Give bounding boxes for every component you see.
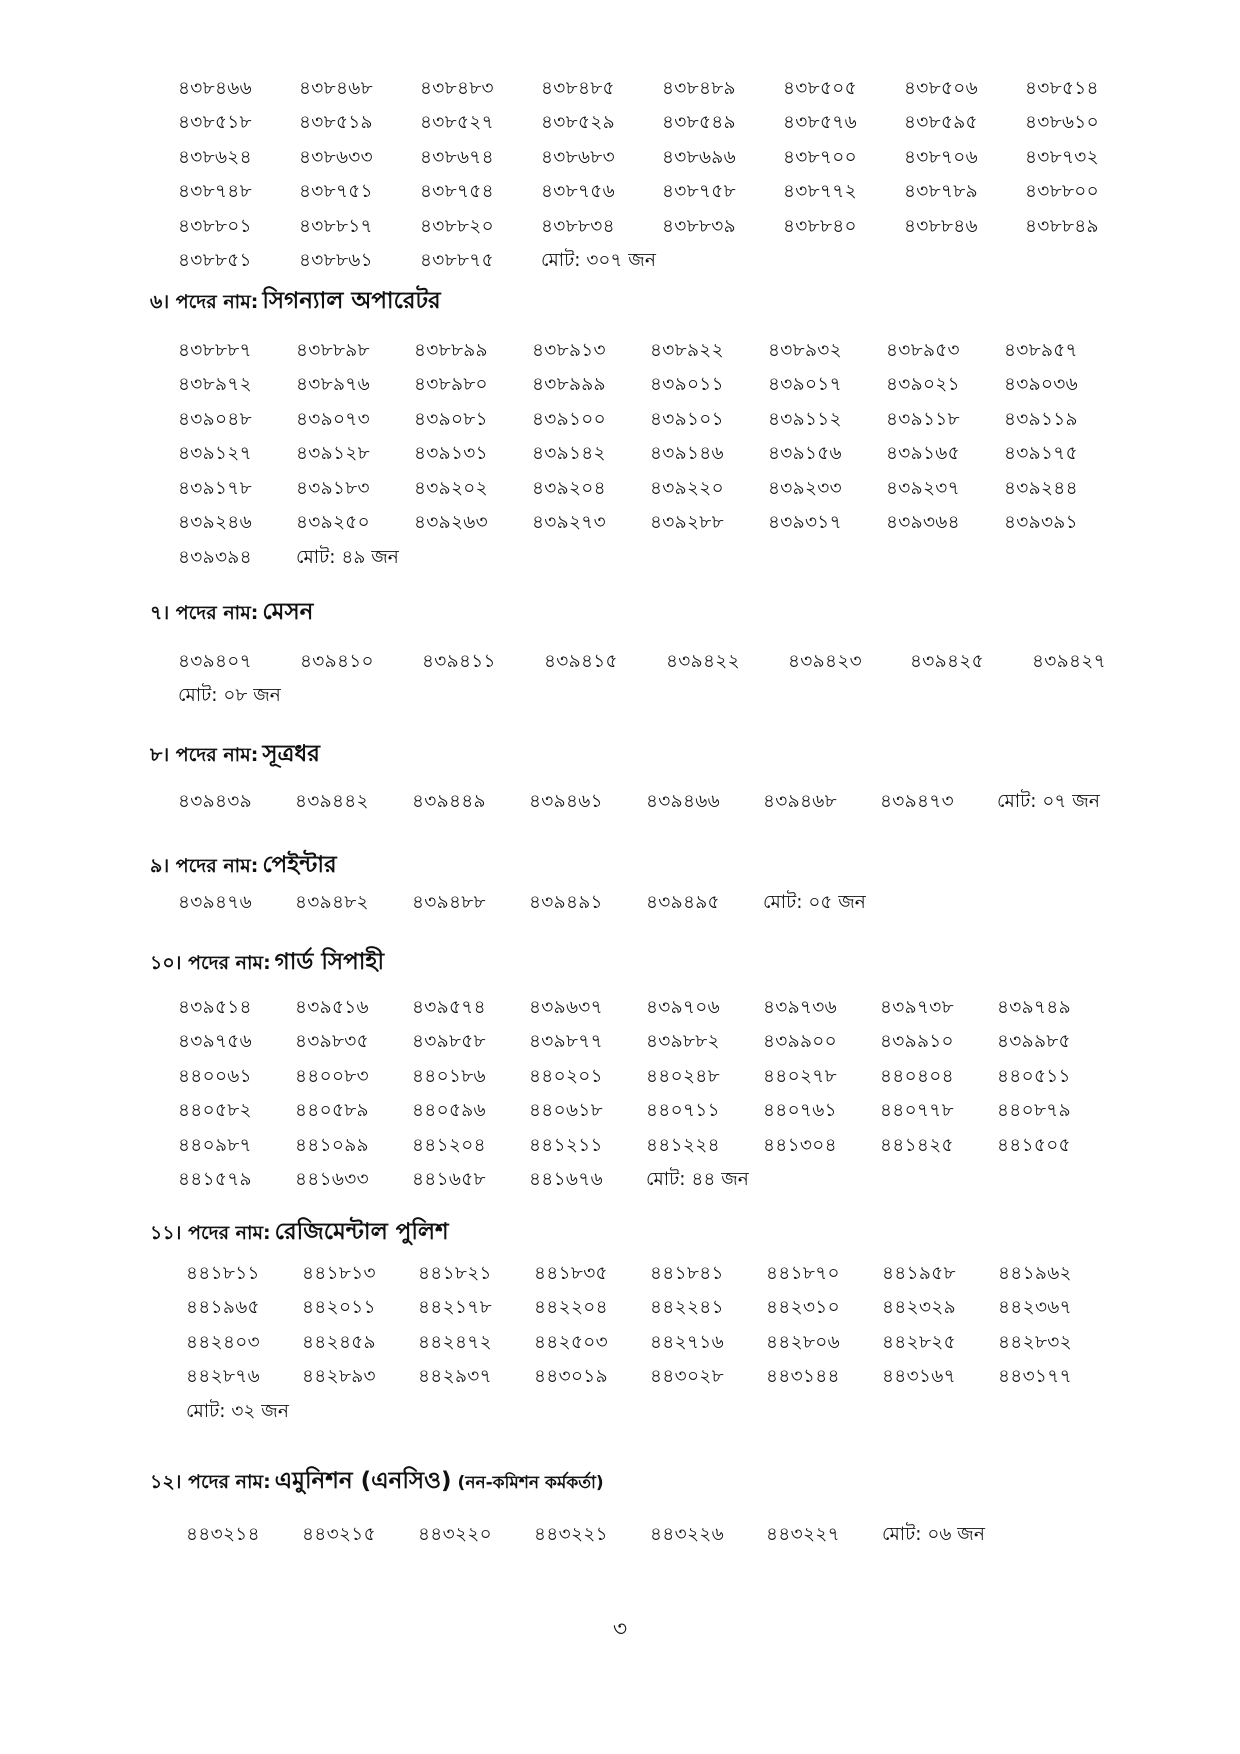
roll-number: ৪৩৯১১২: [768, 408, 842, 430]
roll-number: ৪৩৮৮১৭: [299, 215, 373, 237]
roll-row: [178, 176, 1146, 211]
roll-number: ৪৩৮৭৪৮: [178, 181, 252, 203]
roll-number: ৪৪২৮২৫: [882, 1331, 956, 1353]
roll-number: ৪৩৮৫১৪: [1025, 77, 1099, 99]
roll-number: ৪৩৮৮৭৫: [420, 250, 494, 272]
roll-number: ৪৩৯৪৬৬: [646, 790, 720, 812]
roll-row: [178, 472, 1122, 507]
roll-number: ৪৩৯৪৬৮: [763, 790, 837, 812]
roll-row: [178, 369, 1122, 404]
roll-number: ৪৩৯৮৩৫: [295, 1031, 369, 1053]
section-heading: [150, 735, 320, 775]
roll-number: ৪৪২৩৬৭: [998, 1297, 1072, 1319]
roll-number: ৪৩৯১৭৮: [178, 477, 252, 499]
roll-row: [178, 1095, 1114, 1130]
roll-number: ৪৩৯১৭৫: [1004, 443, 1078, 465]
roll-number: ৪৩৮৮৪৯: [1025, 215, 1099, 237]
roll-number: ৪৪০১৮৬: [412, 1065, 486, 1087]
roll-number: ৪৪০০৮৩: [295, 1065, 369, 1087]
roll-number: ৪৩৯৪৮৮: [412, 891, 486, 913]
roll-number: ৪৪৩২১৪: [186, 1523, 260, 1545]
roll-row: [186, 1518, 998, 1553]
roll-number: ৪৪২৭১৬: [650, 1331, 724, 1353]
roll-number: ৪৩৮৯৫৩: [886, 339, 960, 361]
roll-number: ৪৪২৮৩২: [998, 1331, 1072, 1353]
roll-number: ৪৩৮৬১০: [1025, 112, 1099, 134]
roll-number: ৪৪০২৪৮: [646, 1065, 720, 1087]
roll-number: ৪৪১৮৪১: [650, 1262, 724, 1284]
roll-row: [178, 245, 1146, 280]
section-title: সূত্রধর: [262, 741, 320, 767]
roll-number: ৪৩৮৪৬৬: [178, 77, 252, 99]
roll-number: ৪৪১২১১: [529, 1134, 603, 1156]
roll-number: ৪৩৯১৬৫: [886, 443, 960, 465]
roll-number: ৪৩৮৮৩৪: [541, 215, 615, 237]
section-title: এমুনিশন (এনসিও): [274, 1468, 452, 1494]
roll-number: ৪৩৯৩৯৪: [178, 546, 252, 568]
roll-number: ৪৪২৮৯৩: [302, 1366, 376, 1388]
section-heading: [150, 282, 441, 322]
roll-number: ৪৩৯৪৪২: [295, 790, 369, 812]
roll-number: ৪৪১৩০৪: [763, 1134, 837, 1156]
roll-number: ৪৩৯৪৪৯: [412, 790, 486, 812]
roll-number: ৪৩৯১২৭: [178, 443, 252, 465]
roll-row: [178, 541, 1122, 576]
section-heading: [150, 593, 313, 633]
section-prefix: ১০। পদের নাম:: [150, 952, 271, 974]
roll-row: [178, 680, 1154, 715]
roll-number: ৪৩৮৭০৬: [904, 146, 978, 168]
roll-number: ৪৩৯২০৪: [532, 477, 606, 499]
roll-number: ৪৩৮৮৪০: [783, 215, 857, 237]
roll-number: ৪৪৩০২৮: [650, 1366, 724, 1388]
roll-number: ৪৪২১৭৮: [418, 1297, 492, 1319]
roll-number: ৪৩৮৭৫৬: [541, 181, 615, 203]
roll-number: ৪৪১৮১১: [186, 1262, 260, 1284]
roll-number: ৪৩৯২০২: [414, 477, 488, 499]
roll-number-grid: [178, 991, 1114, 1198]
roll-number: ৪৪১৮১৩: [302, 1262, 376, 1284]
section-prefix: ৭। পদের নাম:: [150, 602, 259, 624]
section-total: মোট: ০৬ জন: [882, 1523, 985, 1545]
roll-number: ৪৪১৬৭৬: [529, 1169, 603, 1191]
roll-number: ৪৩৯২৩৩: [768, 477, 842, 499]
roll-number: ৪৩৯৩১৭: [768, 512, 842, 534]
roll-number-grid: [178, 886, 880, 921]
roll-number: ৪৪৩১৭৭: [998, 1366, 1072, 1388]
roll-number: ৪৪২৩২৯: [882, 1297, 956, 1319]
roll-number: ৪৪০৪০৪: [880, 1065, 954, 1087]
roll-number: ৪৩৯৪৮২: [295, 891, 369, 913]
roll-number: ৪৩৮৫৯৫: [904, 112, 978, 134]
section-title: গার্ড সিপাহী: [274, 949, 385, 975]
roll-number: ৪৪২২৪১: [650, 1297, 724, 1319]
roll-number: ৪৪১৮৩৫: [534, 1262, 608, 1284]
roll-number: ৪৪০৫৮২: [178, 1100, 252, 1122]
roll-number: ৪৩৯১৪২: [532, 443, 606, 465]
roll-number: ৪৩৮৯২২: [650, 339, 724, 361]
roll-number: ৪৩৯২৬৩: [414, 512, 488, 534]
roll-number: ৪৪১৯৫৮: [882, 1262, 956, 1284]
roll-number: ৪৩৯৪১১: [422, 650, 496, 672]
section-total: মোট: ৩২ জন: [186, 1400, 289, 1422]
roll-number: ৪৩৯৮৭৭: [529, 1031, 603, 1053]
section-total: মোট: ৪৪ জন: [646, 1169, 749, 1191]
roll-number: ৪৪৩০১৯: [534, 1366, 608, 1388]
roll-number: ৪৩৯৯১০: [880, 1031, 954, 1053]
section-prefix: ১১। পদের নাম:: [150, 1222, 271, 1244]
roll-number: ৪৪২৪৫৯: [302, 1331, 376, 1353]
roll-number: ৪৩৮৭৩২: [1025, 146, 1099, 168]
roll-number: ৪৩৯৪২৫: [910, 650, 984, 672]
roll-row: [178, 991, 1114, 1026]
roll-number: ৪৩৯২৪৪: [1004, 477, 1078, 499]
roll-number: ৪৪০৭৭৮: [880, 1100, 954, 1122]
roll-number: ৪৩৯৫১৪: [178, 996, 252, 1018]
roll-row: [178, 1129, 1114, 1164]
section-total: মোট: ০৮ জন: [178, 685, 281, 707]
roll-number: ৪৩৯০৩৬: [1004, 374, 1078, 396]
roll-row: [186, 1326, 1114, 1361]
section-title: মেসন: [262, 599, 314, 625]
section-prefix: ১২। পদের নাম:: [150, 1471, 271, 1493]
roll-number: ৪৪০২৭৮: [763, 1065, 837, 1087]
roll-row: [186, 1395, 1114, 1430]
roll-number: ৪৩৮৬৩৩: [299, 146, 373, 168]
roll-number: ৪৩৮৭৫৮: [662, 181, 736, 203]
section-total: মোট: ০৫ জন: [763, 891, 866, 913]
roll-number: ৪৩৮৭০০: [783, 146, 857, 168]
roll-number: ৪৪০৬১৮: [529, 1100, 603, 1122]
roll-number: ৪৩৯১১৯: [1004, 408, 1078, 430]
roll-number: ৪৪০৫৮৯: [295, 1100, 369, 1122]
roll-row: [178, 210, 1146, 245]
roll-number: ৪৩৯১৪৬: [650, 443, 724, 465]
roll-number: ৪৩৯২৫০: [296, 512, 370, 534]
roll-number: ৪৪১৯৬২: [998, 1262, 1072, 1284]
roll-number: ৪৩৮৭৫১: [299, 181, 373, 203]
section-total: মোট: ০৭ জন: [997, 790, 1100, 812]
roll-number: ৪৪০০৬১: [178, 1065, 252, 1087]
roll-number-grid: [178, 334, 1122, 576]
roll-number-grid: [178, 785, 1114, 820]
roll-number: ৪৩৮৬৮৩: [541, 146, 615, 168]
roll-number: ৪৩৯২৮৮: [650, 512, 724, 534]
roll-number: ৪৩৮৮৮৭: [178, 339, 252, 361]
roll-row: [186, 1257, 1114, 1292]
roll-number: ৪৩৯৭০৬: [646, 996, 720, 1018]
roll-number: ৪৩৮৮৫১: [178, 250, 252, 272]
section-prefix: ৮। পদের নাম:: [150, 744, 259, 766]
roll-number: ৪৩৮৮৩৯: [662, 215, 736, 237]
roll-number: ৪৩৯০৮১: [414, 408, 488, 430]
roll-row: [178, 785, 1114, 820]
roll-number: ৪৩৯২৩৭: [886, 477, 960, 499]
roll-number: ৪৩৯২৭৩: [532, 512, 606, 534]
roll-number: ৪৩৯৪৭৩: [880, 790, 954, 812]
roll-number-grid: [186, 1518, 998, 1553]
roll-number: ৪৩৮৫১৮: [178, 112, 252, 134]
roll-number: ৪৩৯৩৯১: [1004, 512, 1078, 534]
roll-number: ৪৩৮৭৫৪: [420, 181, 494, 203]
roll-number: ৪৪২০১১: [302, 1297, 376, 1319]
section-heading: [150, 1462, 604, 1502]
page-number: ৩: [612, 1617, 628, 1642]
roll-row: [178, 645, 1154, 680]
roll-number: ৪৪৩১৬৭: [882, 1366, 956, 1388]
roll-number: ৪৪০৭১১: [646, 1100, 720, 1122]
roll-number: ৪৩৮৮৪৬: [904, 215, 978, 237]
roll-number: ৪৩৮৮০০: [1025, 181, 1099, 203]
section-heading: [150, 943, 384, 983]
roll-number: ৪৩৮৫২৯: [541, 112, 615, 134]
roll-number: ৪৩৯৭৩৮: [880, 996, 954, 1018]
roll-number: ৪৩৮৯৯৯: [532, 374, 606, 396]
roll-row: [178, 141, 1146, 176]
roll-number: ৪৩৮৪৮৫: [541, 77, 615, 99]
roll-row: [186, 1361, 1114, 1396]
roll-number: ৪৪০৭৬১: [763, 1100, 837, 1122]
roll-number: ৪৩৯৪০৭: [178, 650, 252, 672]
roll-number: ৪৩৯৮৮২: [646, 1031, 720, 1053]
roll-number: ৪৩৯১৮৩: [296, 477, 370, 499]
roll-number: ৪৩৮৬২৪: [178, 146, 252, 168]
roll-number: ৪৪০৮৭৯: [997, 1100, 1071, 1122]
section-title: সিগন্যাল অপারেটর: [262, 288, 441, 314]
roll-number: ৪৩৮৯১৩: [532, 339, 606, 361]
roll-number: ৪৪৩১৪৪: [766, 1366, 840, 1388]
roll-number: ৪৪০৫৯৬: [412, 1100, 486, 1122]
roll-number: ৪৩৮৫০৬: [904, 77, 978, 99]
roll-number: ৪৩৯৪৬১: [529, 790, 603, 812]
roll-number: ৪৩৮৬৭৪: [420, 146, 494, 168]
roll-row: [178, 886, 880, 921]
roll-number: ৪৩৮৮৯৯: [414, 339, 488, 361]
roll-number: ৪৩৮৯৫৭: [1004, 339, 1078, 361]
roll-number: ৪৪৩২২৭: [766, 1523, 840, 1545]
roll-number: ৪৩৮৯৩২: [768, 339, 842, 361]
roll-number: ৪৩৮৯৭৬: [296, 374, 370, 396]
section-note: (নন-কমিশন কর্মকর্তা): [457, 1473, 604, 1493]
roll-number: ৪৩৮৮০১: [178, 215, 252, 237]
section-title: পেইন্টার: [262, 852, 337, 878]
roll-number: ৪৩৯০৭৩: [296, 408, 370, 430]
roll-number: ৪৩৯৪১৫: [544, 650, 618, 672]
roll-number: ৪৪১২২৪: [646, 1134, 720, 1156]
section-total: মোট: ৩০৭ জন: [541, 250, 656, 272]
roll-number: ৪৩৯৭৩৬: [763, 996, 837, 1018]
roll-number: ৪৩৯১৩১: [414, 443, 488, 465]
roll-number: ৪৪১৫০৫: [997, 1134, 1071, 1156]
roll-number: ৪৩৯৪৯১: [529, 891, 603, 913]
roll-number: ৪৩৯১২৮: [296, 443, 370, 465]
section-prefix: ৬। পদের নাম:: [150, 291, 259, 313]
roll-number: ৪৪৩২১৫: [302, 1523, 376, 1545]
roll-row: [178, 107, 1146, 142]
roll-number: ৪৩৮৮২০: [420, 215, 494, 237]
roll-number: ৪৪১৮২১: [418, 1262, 492, 1284]
roll-number: ৪৩৮৫৭৬: [783, 112, 857, 134]
roll-number: ৪৪২৫০৩: [534, 1331, 608, 1353]
section-heading: [150, 1213, 449, 1253]
roll-number: ৪৩৮৫২৭: [420, 112, 494, 134]
roll-number: ৪৪২৯৩৭: [418, 1366, 492, 1388]
roll-number: ৪৪১৪২৫: [880, 1134, 954, 1156]
roll-number: ৪৪৩২২১: [534, 1523, 608, 1545]
roll-number: ৪৩৮৫০৫: [783, 77, 857, 99]
roll-number: ৪৩৮৯৭২: [178, 374, 252, 396]
roll-number-grid: [186, 1257, 1114, 1430]
roll-number: ৪৩৯৫৭৪: [412, 996, 486, 1018]
roll-row: [178, 72, 1146, 107]
roll-number: ৪৩৯০২১: [886, 374, 960, 396]
roll-number: ৪৩৯৮৫৮: [412, 1031, 486, 1053]
roll-row: [178, 507, 1122, 542]
section-title: রেজিমেন্টাল পুলিশ: [274, 1219, 449, 1245]
roll-number: ৪৩৯৪৩৯: [178, 790, 252, 812]
roll-number: ৪৩৯০৪৮: [178, 408, 252, 430]
roll-number: ৪৪৩২২৬: [650, 1523, 724, 1545]
roll-number: ৪৩৮৯৮০: [414, 374, 488, 396]
roll-number: ৪৩৯০১১: [650, 374, 724, 396]
roll-number: ৪৪১৯৬৫: [186, 1297, 260, 1319]
roll-number: ৪৩৮৪৮৩: [420, 77, 494, 99]
roll-number: ৪৪১৮৭০: [766, 1262, 840, 1284]
roll-number-grid: [178, 72, 1146, 279]
roll-number: ৪৩৯১০১: [650, 408, 724, 430]
roll-number: ৪৪০২০১: [529, 1065, 603, 1087]
roll-number: ৪৩৯৪২২: [666, 650, 740, 672]
roll-number: ৪৩৯৩৬৪: [886, 512, 960, 534]
roll-number: ৪৩৮৫৪৯: [662, 112, 736, 134]
roll-number: ৪৩৮৭৮৯: [904, 181, 978, 203]
roll-row: [178, 1164, 1114, 1199]
roll-number: ৪৪০৯৮৭: [178, 1134, 252, 1156]
roll-number: ৪৩৯১৫৬: [768, 443, 842, 465]
roll-number: ৪৩৯১০০: [532, 408, 606, 430]
roll-number: ৪৪১৬৩৩: [295, 1169, 369, 1191]
roll-number: ৪৩৮৮৯৮: [296, 339, 370, 361]
roll-number: ৪৪২২০৪: [534, 1297, 608, 1319]
roll-number: ৪৩৯৯৮৫: [997, 1031, 1071, 1053]
roll-number: ৪৩৯৭৫৬: [178, 1031, 252, 1053]
roll-number: ৪৩৮৪৬৮: [299, 77, 373, 99]
roll-number: ৪৩৯৪২৩: [788, 650, 862, 672]
roll-row: [178, 1060, 1114, 1095]
roll-number: ৪৩৯১১৮: [886, 408, 960, 430]
roll-number: ৪৪২৪০৩: [186, 1331, 260, 1353]
roll-number: ৪৩৯৪২৭: [1032, 650, 1106, 672]
roll-number: ৪৩৯৪৭৬: [178, 891, 252, 913]
roll-number: ৪৪৩২২০: [418, 1523, 492, 1545]
roll-number: ৪৪১৫৭৯: [178, 1169, 252, 1191]
roll-number: ৪৩৮৬৯৬: [662, 146, 736, 168]
roll-number: ৪৩৯৬৩৭: [529, 996, 603, 1018]
roll-number: ৪৩৯৭৪৯: [997, 996, 1071, 1018]
roll-number: ৪৩৮৭৭২: [783, 181, 857, 203]
roll-number: ৪৩৮৪৮৯: [662, 77, 736, 99]
roll-number: ৪৩৯০১৭: [768, 374, 842, 396]
roll-number: ৪৪০৫১১: [997, 1065, 1071, 1087]
roll-number: ৪৩৯৪৯৫: [646, 891, 720, 913]
roll-number: ৪৩৮৮৬১: [299, 250, 373, 272]
roll-row: [178, 403, 1122, 438]
roll-number: ৪৩৯৪১০: [300, 650, 374, 672]
roll-number-grid: [178, 645, 1154, 714]
roll-number: ৪৩৯২২০: [650, 477, 724, 499]
roll-number: ৪৩৯৯০০: [763, 1031, 837, 1053]
roll-number: ৪৪১২০৪: [412, 1134, 486, 1156]
roll-number: ৪৪২৩১০: [766, 1297, 840, 1319]
roll-number: ৪৩৯২৪৬: [178, 512, 252, 534]
roll-number: ৪৪২৪৭২: [418, 1331, 492, 1353]
section-heading: [150, 846, 337, 886]
roll-number: ৪৪১০৯৯: [295, 1134, 369, 1156]
roll-number: ৪৩৮৫১৯: [299, 112, 373, 134]
roll-number: ৪৩৯৫১৬: [295, 996, 369, 1018]
roll-row: [178, 438, 1122, 473]
roll-number: ৪৪২৮০৬: [766, 1331, 840, 1353]
section-prefix: ৯। পদের নাম:: [150, 855, 259, 877]
roll-row: [186, 1292, 1114, 1327]
section-total: মোট: ৪৯ জন: [296, 546, 399, 568]
roll-number: ৪৪১৬৫৮: [412, 1169, 486, 1191]
roll-row: [178, 334, 1122, 369]
roll-number: ৪৪২৮৭৬: [186, 1366, 260, 1388]
roll-row: [178, 1026, 1114, 1061]
